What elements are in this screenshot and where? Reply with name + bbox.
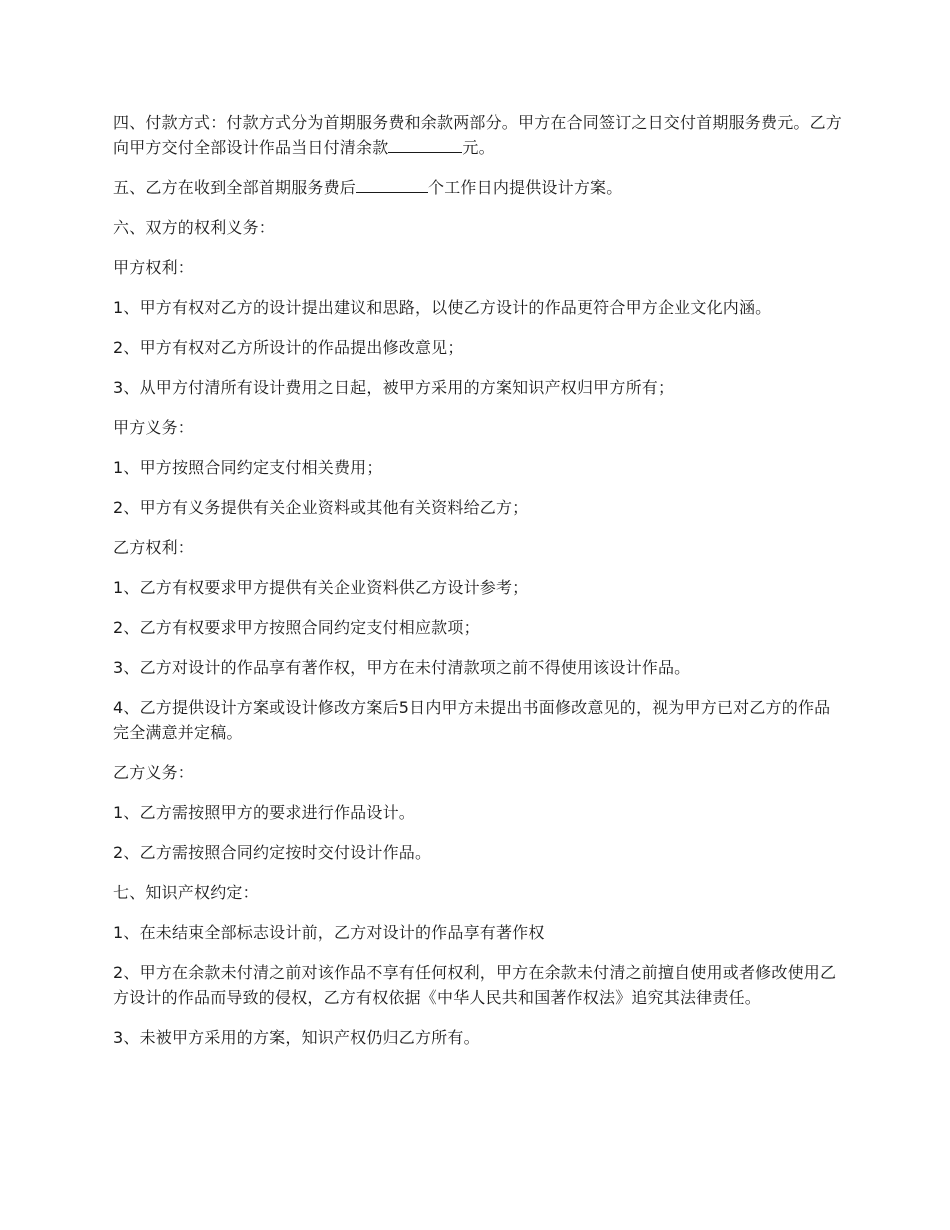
workdays-blank (356, 175, 428, 193)
party-a-obligation-1: 1、甲方按照合同约定支付相关费用； (113, 458, 383, 477)
delivery-deadline-suffix: 个工作日内提供设计方案。 (428, 178, 623, 197)
party-b-right-1: 1、乙方有权要求甲方提供有关企业资料供乙方设计参考； (113, 578, 529, 597)
delivery-deadline-text: 五、乙方在收到全部首期服务费后 (113, 178, 357, 197)
document-body (113, 110, 843, 1065)
party-a-right-1: 1、甲方有权对乙方的设计提出建议和思路，以使乙方设计的作品更符合甲方企业文化内涵。 (113, 298, 772, 317)
party-b-right-3: 3、乙方对设计的作品享有著作权，甲方在未付清款项之前不得使用该设计作品。 (113, 658, 691, 677)
payment-method-clause (113, 110, 843, 160)
party-a-right-3: 3、从甲方付清所有设计费用之日起，被甲方采用的方案知识产权归甲方所有； (113, 378, 675, 397)
delivery-deadline-clause (113, 175, 843, 200)
party-b-obligations-heading: 乙方义务： (113, 763, 195, 782)
ip-clause-3: 3、未被甲方采用的方案，知识产权仍归乙方所有。 (113, 1028, 480, 1047)
party-a-rights-heading: 甲方权利： (113, 258, 195, 277)
balance-amount-blank (388, 135, 462, 153)
payment-method-text: 四、付款方式：付款方式分为首期服务费和余款两部分。甲方在合同签订之日交付首期服务费元。乙方向甲方交付全部设计作品当日付清余款 (113, 113, 843, 157)
ip-clause-2: 2、甲方在余款未付清之前对该作品不享有任何权利，甲方在余款未付清之前擅自使用或者修改使用乙方设计的作品而导致的侵权，乙方有权依据《中华人民共和国著作权法》追究其法律责任。 (113, 963, 837, 1007)
party-b-rights-heading: 乙方权利： (113, 538, 195, 557)
party-b-right-2: 2、乙方有权要求甲方按照合同约定支付相应款项； (113, 618, 480, 637)
party-a-right-2: 2、甲方有权对乙方所设计的作品提出修改意见； (113, 338, 464, 357)
ip-clause-1: 1、在未结束全部标志设计前，乙方对设计的作品享有著作权 (113, 923, 545, 942)
party-a-obligations-heading: 甲方义务： (113, 418, 195, 437)
party-b-obligation-1: 1、乙方需按照甲方的要求进行作品设计。 (113, 803, 415, 822)
party-a-obligation-2: 2、甲方有义务提供有关企业资料或其他有关资料给乙方； (113, 498, 529, 517)
ip-agreement-heading: 七、知识产权约定： (113, 883, 259, 902)
payment-method-suffix: 元。 (462, 138, 495, 157)
party-b-obligation-2: 2、乙方需按照合同约定按时交付设计作品。 (113, 843, 432, 862)
rights-obligations-heading: 六、双方的权利义务： (113, 218, 276, 237)
party-b-right-4: 4、乙方提供设计方案或设计修改方案后5日内甲方未提出书面修改意见的，视为甲方已对乙方的作品完全满意并定稿。 (113, 698, 831, 742)
